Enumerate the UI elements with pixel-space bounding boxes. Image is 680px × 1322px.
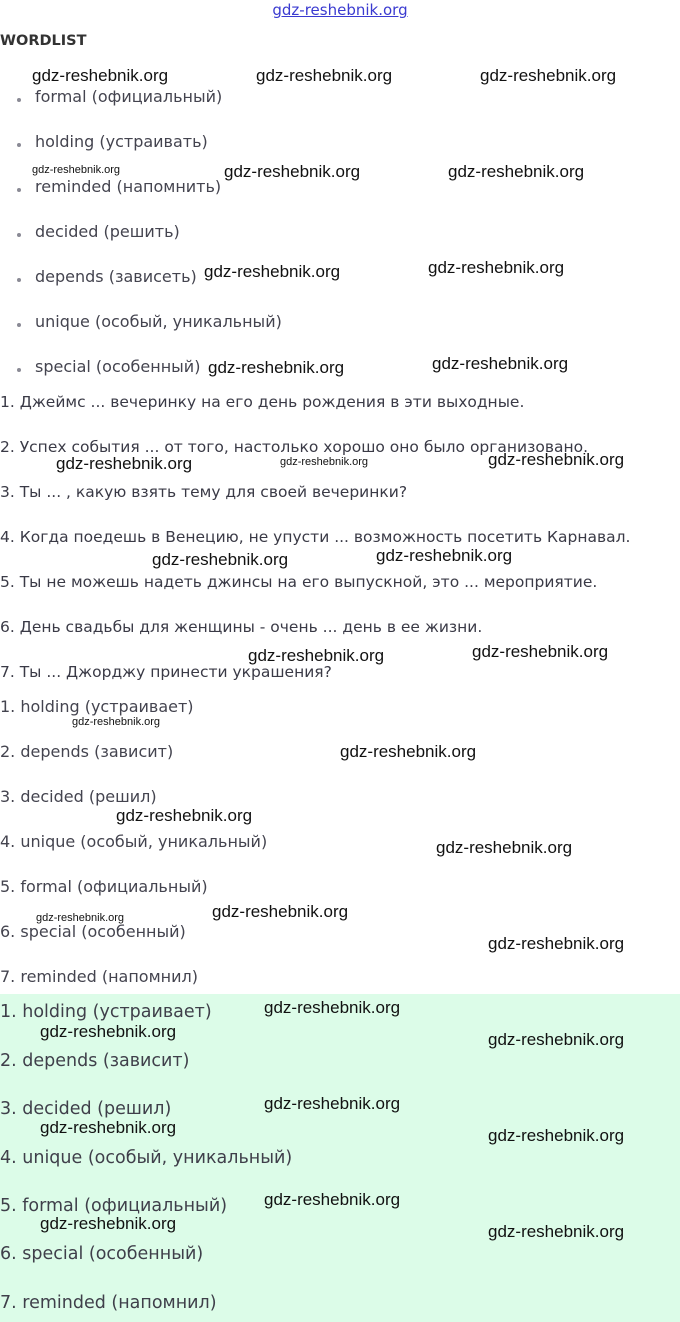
wordlist-item: depends (зависеть) [35,267,197,286]
watermark: gdz-reshebnik.org [212,902,349,921]
answer-line: 1. holding (устраивает) [0,697,194,716]
wordlist-item: decided (решить) [35,222,180,241]
bullet-dot [17,188,21,192]
answer-line: 4. unique (особый, уникальный) [0,832,268,851]
exercise-sentence: 6. День свадьбы для женщины - очень ... день в ее жизни. [0,618,483,636]
exercise-sentence: 2. Успех события ... от того, настолько хорошо оно было организовано. [0,438,589,456]
watermark: gdz-reshebnik.org [32,66,169,85]
watermark: gdz-reshebnik.org [488,1030,625,1049]
watermark: gdz-reshebnik.org [40,1022,177,1041]
site-link[interactable]: gdz-reshebnik.org [272,1,408,19]
watermark: gdz-reshebnik.org [280,456,369,468]
wordlist-item: holding (устраивать) [35,132,208,151]
watermark: gdz-reshebnik.org [36,912,125,924]
bullet-dot [17,278,21,282]
highlighted-answer: 4. unique (особый, уникальный) [0,1148,293,1168]
watermark: gdz-reshebnik.org [256,66,393,85]
highlighted-answer: 6. special (особенный) [0,1244,204,1264]
exercise-sentence: 5. Ты не можешь надеть джинсы на его выпускной, это ... мероприятие. [0,573,598,591]
answer-line: 5. formal (официальный) [0,877,208,896]
watermark: gdz-reshebnik.org [224,162,361,181]
highlighted-answer: 3. decided (решил) [0,1099,172,1119]
watermark: gdz-reshebnik.org [40,1214,177,1233]
watermark: gdz-reshebnik.org [480,66,617,85]
highlighted-answer: 2. depends (зависит) [0,1051,190,1071]
answer-line: 7. reminded (напомнил) [0,967,198,986]
watermark: gdz-reshebnik.org [488,450,625,469]
wordlist-item: unique (особый, уникальный) [35,312,282,331]
wordlist-item: formal (официальный) [35,87,223,106]
watermark: gdz-reshebnik.org [152,550,289,569]
bullet-dot [17,143,21,147]
wordlist-heading: WORDLIST [0,33,87,49]
exercise-sentence: 1. Джеймс ... вечеринку на его день рождения в эти выходные. [0,393,525,411]
watermark: gdz-reshebnik.org [432,354,569,373]
bullet-dot [17,368,21,372]
watermark: gdz-reshebnik.org [264,1190,401,1209]
watermark: gdz-reshebnik.org [248,646,385,665]
watermark: gdz-reshebnik.org [264,998,401,1017]
exercise-sentence: 4. Когда поедешь в Венецию, не упусти ... возможность посетить Карнавал. [0,528,631,546]
bullet-dot [17,323,21,327]
highlighted-answer: 7. reminded (напомнил) [0,1293,217,1313]
exercise-sentence: 3. Ты ... , какую взять тему для своей вечеринки? [0,483,408,501]
watermark: gdz-reshebnik.org [208,358,345,377]
exercise-sentence: 7. Ты ... Джорджу принести украшения? [0,663,332,681]
wordlist-item: special (особенный) [35,357,201,376]
watermark: gdz-reshebnik.org [340,742,477,761]
answer-line: 2. depends (зависит) [0,742,174,761]
bullet-dot [17,233,21,237]
wordlist-item: reminded (напомнить) [35,177,222,196]
highlighted-answer: 5. formal (официальный) [0,1196,228,1216]
watermark: gdz-reshebnik.org [472,642,609,661]
bullet-dot [17,98,21,102]
watermark: gdz-reshebnik.org [488,934,625,953]
watermark: gdz-reshebnik.org [448,162,585,181]
watermark: gdz-reshebnik.org [56,454,193,473]
watermark: gdz-reshebnik.org [436,838,573,857]
watermark: gdz-reshebnik.org [40,1118,177,1137]
watermark: gdz-reshebnik.org [376,546,513,565]
watermark: gdz-reshebnik.org [204,262,341,281]
watermark: gdz-reshebnik.org [72,716,161,728]
watermark: gdz-reshebnik.org [264,1094,401,1113]
highlighted-answer: 1. holding (устраивает) [0,1002,212,1022]
watermark: gdz-reshebnik.org [488,1126,625,1145]
answer-line: 3. decided (решил) [0,787,157,806]
watermark: gdz-reshebnik.org [428,258,565,277]
answer-line: 6. special (особенный) [0,922,186,941]
watermark: gdz-reshebnik.org [32,164,121,176]
watermark: gdz-reshebnik.org [116,806,253,825]
watermark: gdz-reshebnik.org [488,1222,625,1241]
